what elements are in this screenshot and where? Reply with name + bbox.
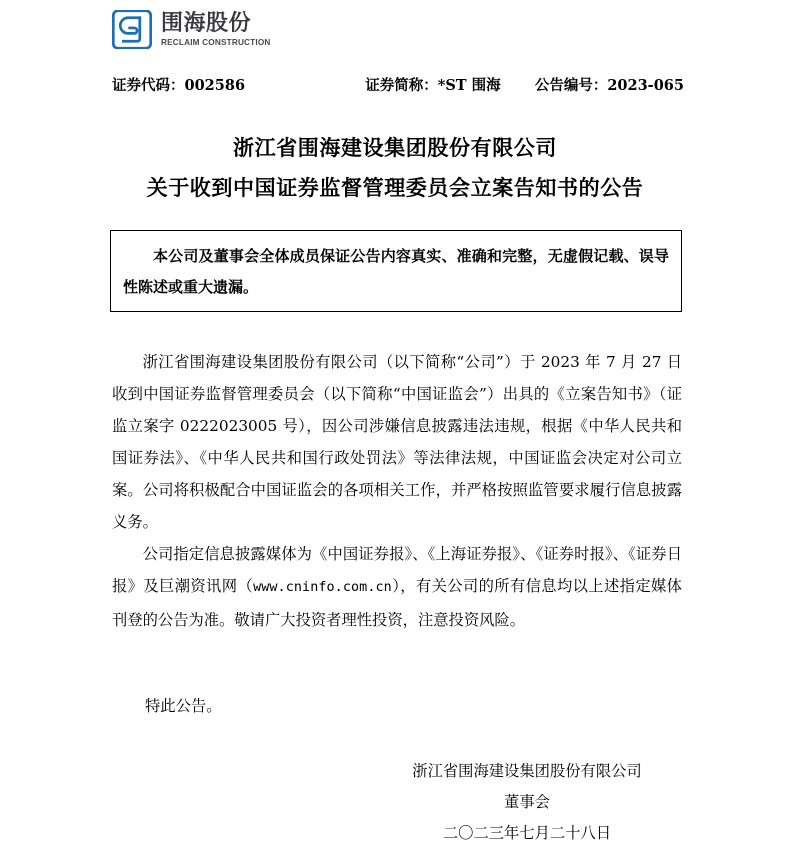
disclaimer-box <box>110 230 682 312</box>
body-paragraph-1: 浙江省围海建设集团股份有限公司（以下简称“公司”）于 2023 年 7 月 27 日收到中国证券监督管理委员会（以下简称“中国证监会”）出具的《立案告知书》（证监立案字 0222023005 号），因公司涉嫌信息披露违法违规，根据《中华人民共和国证券法》、《中华人民共和国行政处罚法》等法律法规，中国证监会决定对公司立案。公司将积极配合中国证监会的各项相关工作，并严格按照监管要求履行信息披露义务。 <box>112 353 682 531</box>
signature-company: 浙江省围海建设集团股份有限公司 <box>412 762 642 780</box>
body-content <box>112 346 682 636</box>
title-line-1: 浙江省围海建设集团股份有限公司 <box>233 136 557 161</box>
logo-company-en: RECLAIM CONSTRUCTION <box>161 37 271 47</box>
reclaim-logo-icon <box>112 10 152 49</box>
signature-block <box>382 756 672 849</box>
stock-short-name: 证券简称：*ST 围海 <box>365 77 501 94</box>
signature-board: 董事会 <box>504 793 550 811</box>
title-line-2: 关于收到中国证券监督管理委员会立案告知书的公告 <box>146 176 644 201</box>
disclaimer-text: 本公司及董事会全体成员保证公告内容真实、准确和完整，无虚假记载、误导性陈述或重大遗漏。 <box>123 247 669 296</box>
paragraph-2-text-after-url: ），有关公司的所有信息均以上述指定媒体刊登的公告为准。敬请广大投资者理性投资，注意投资风险。 <box>112 577 682 629</box>
paragraph-2-text-before-url: 公司指定信息披露媒体为《中国证券报》、《上海证券报》、《证券时报》、《证券日报》及巨潮资讯网（ <box>112 545 682 595</box>
body-paragraph-2 <box>112 538 682 636</box>
stock-code: 证券代码：002586 <box>112 77 246 94</box>
cninfo-url: www.cninfo.com.cn <box>253 580 392 595</box>
signature-date: 二〇二三年七月二十八日 <box>442 824 612 842</box>
announcement-number: 公告编号：2023-065 <box>534 77 684 94</box>
page-title <box>0 128 790 208</box>
logo-wordmark <box>161 13 271 47</box>
header-meta-row <box>112 74 684 95</box>
closing-statement: 特此公告。 <box>145 697 222 715</box>
logo-company-cn: 围海股份 <box>161 11 252 37</box>
company-logo <box>112 10 271 49</box>
